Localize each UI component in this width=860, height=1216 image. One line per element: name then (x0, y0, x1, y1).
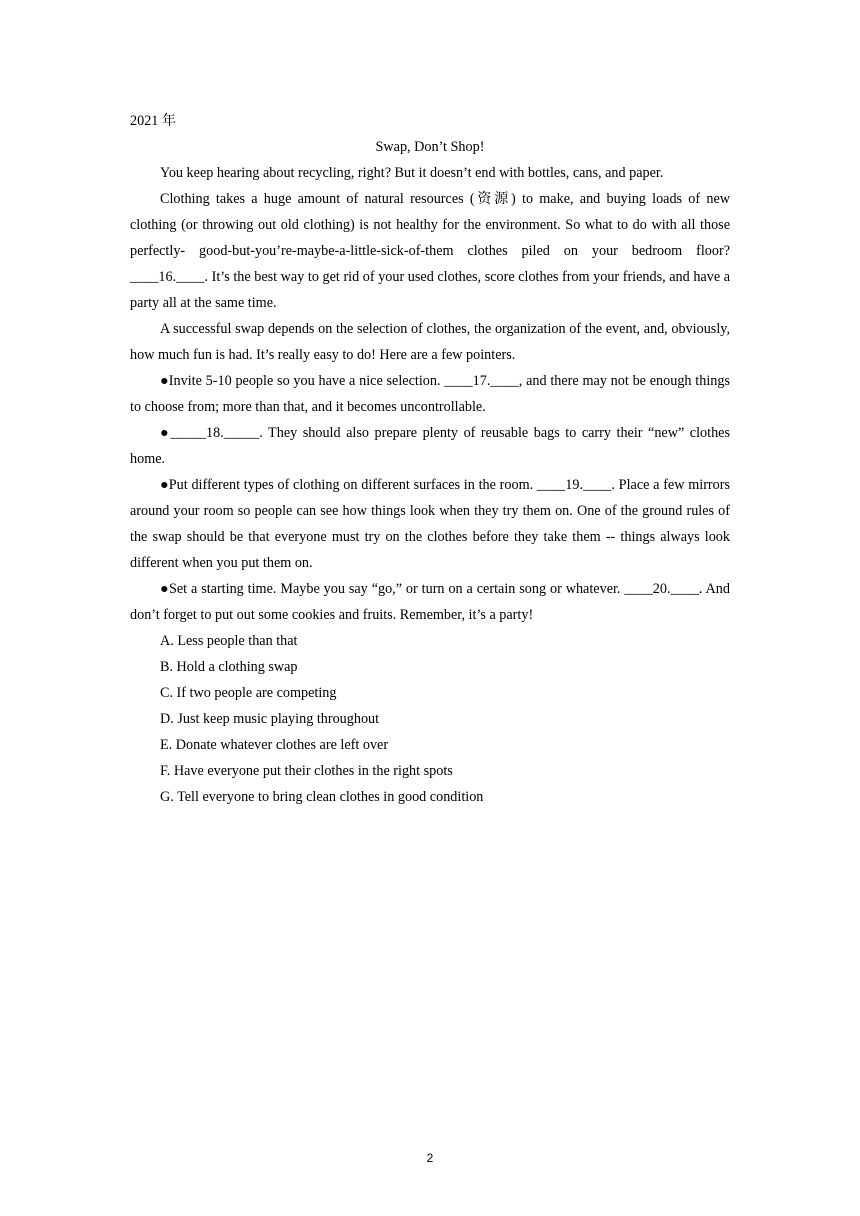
option-g: G. Tell everyone to bring clean clothes in good condition (160, 789, 484, 805)
article-title: Swap, Don’t Shop! (375, 139, 485, 155)
document-page (130, 108, 730, 810)
year-label: 2021 年 (130, 113, 177, 129)
option-a: A. Less people than that (160, 633, 298, 649)
paragraph-intro: You keep hearing about recycling, right? But it doesn’t end with bottles, cans, and paper. (160, 165, 664, 181)
option-c: C. If two people are competing (160, 685, 337, 701)
page-number: 2 (426, 1151, 434, 1165)
pointer-invite: ●Invite 5-10 people so you have a nice selection. ____17.____, and there may not be enough things to choose from; more than that, and it becomes uncontrollable. (130, 373, 730, 415)
paragraph-successful-swap: A successful swap depends on the selection of clothes, the organization of the event, and, obviously, how much fun is had. It’s really easy to do! Here are a few pointers. (130, 321, 730, 363)
pointer-bags: ●_____18._____. They should also prepare plenty of reusable bags to carry their “new” clothes home. (130, 425, 730, 467)
paragraph-clothing-resources: Clothing takes a huge amount of natural resources (资源) to make, and buying loads of new clothing (or throwing out old clothing) is not healthy for the environment. So what to do with all those perfectly- good-but-you’re-maybe-a-little-sick-of-them clothes piled on your bedroom floor? ____16.____. It’s the best way to get rid of your used clothes, score clothes from your friends, and have a party all at the same time. (130, 191, 730, 311)
option-f: F. Have everyone put their clothes in the right spots (160, 763, 453, 779)
pointer-surfaces: ●Put different types of clothing on different surfaces in the room. ____19.____. Place a few mirrors around your room so people can see how things look when they try them on. One of the ground rules of the swap should be that everyone must try on the clothes before they take them -- things always look different when you put them on. (130, 477, 730, 571)
option-d: D. Just keep music playing throughout (160, 711, 380, 727)
pointer-starting-time: ●Set a starting time. Maybe you say “go,” or turn on a certain song or whatever. ____20.____. And don’t forget to put out some cookies and fruits. Remember, it’s a party! (130, 581, 730, 623)
option-b: B. Hold a clothing swap (160, 659, 298, 675)
option-e: E. Donate whatever clothes are left over (160, 737, 389, 753)
